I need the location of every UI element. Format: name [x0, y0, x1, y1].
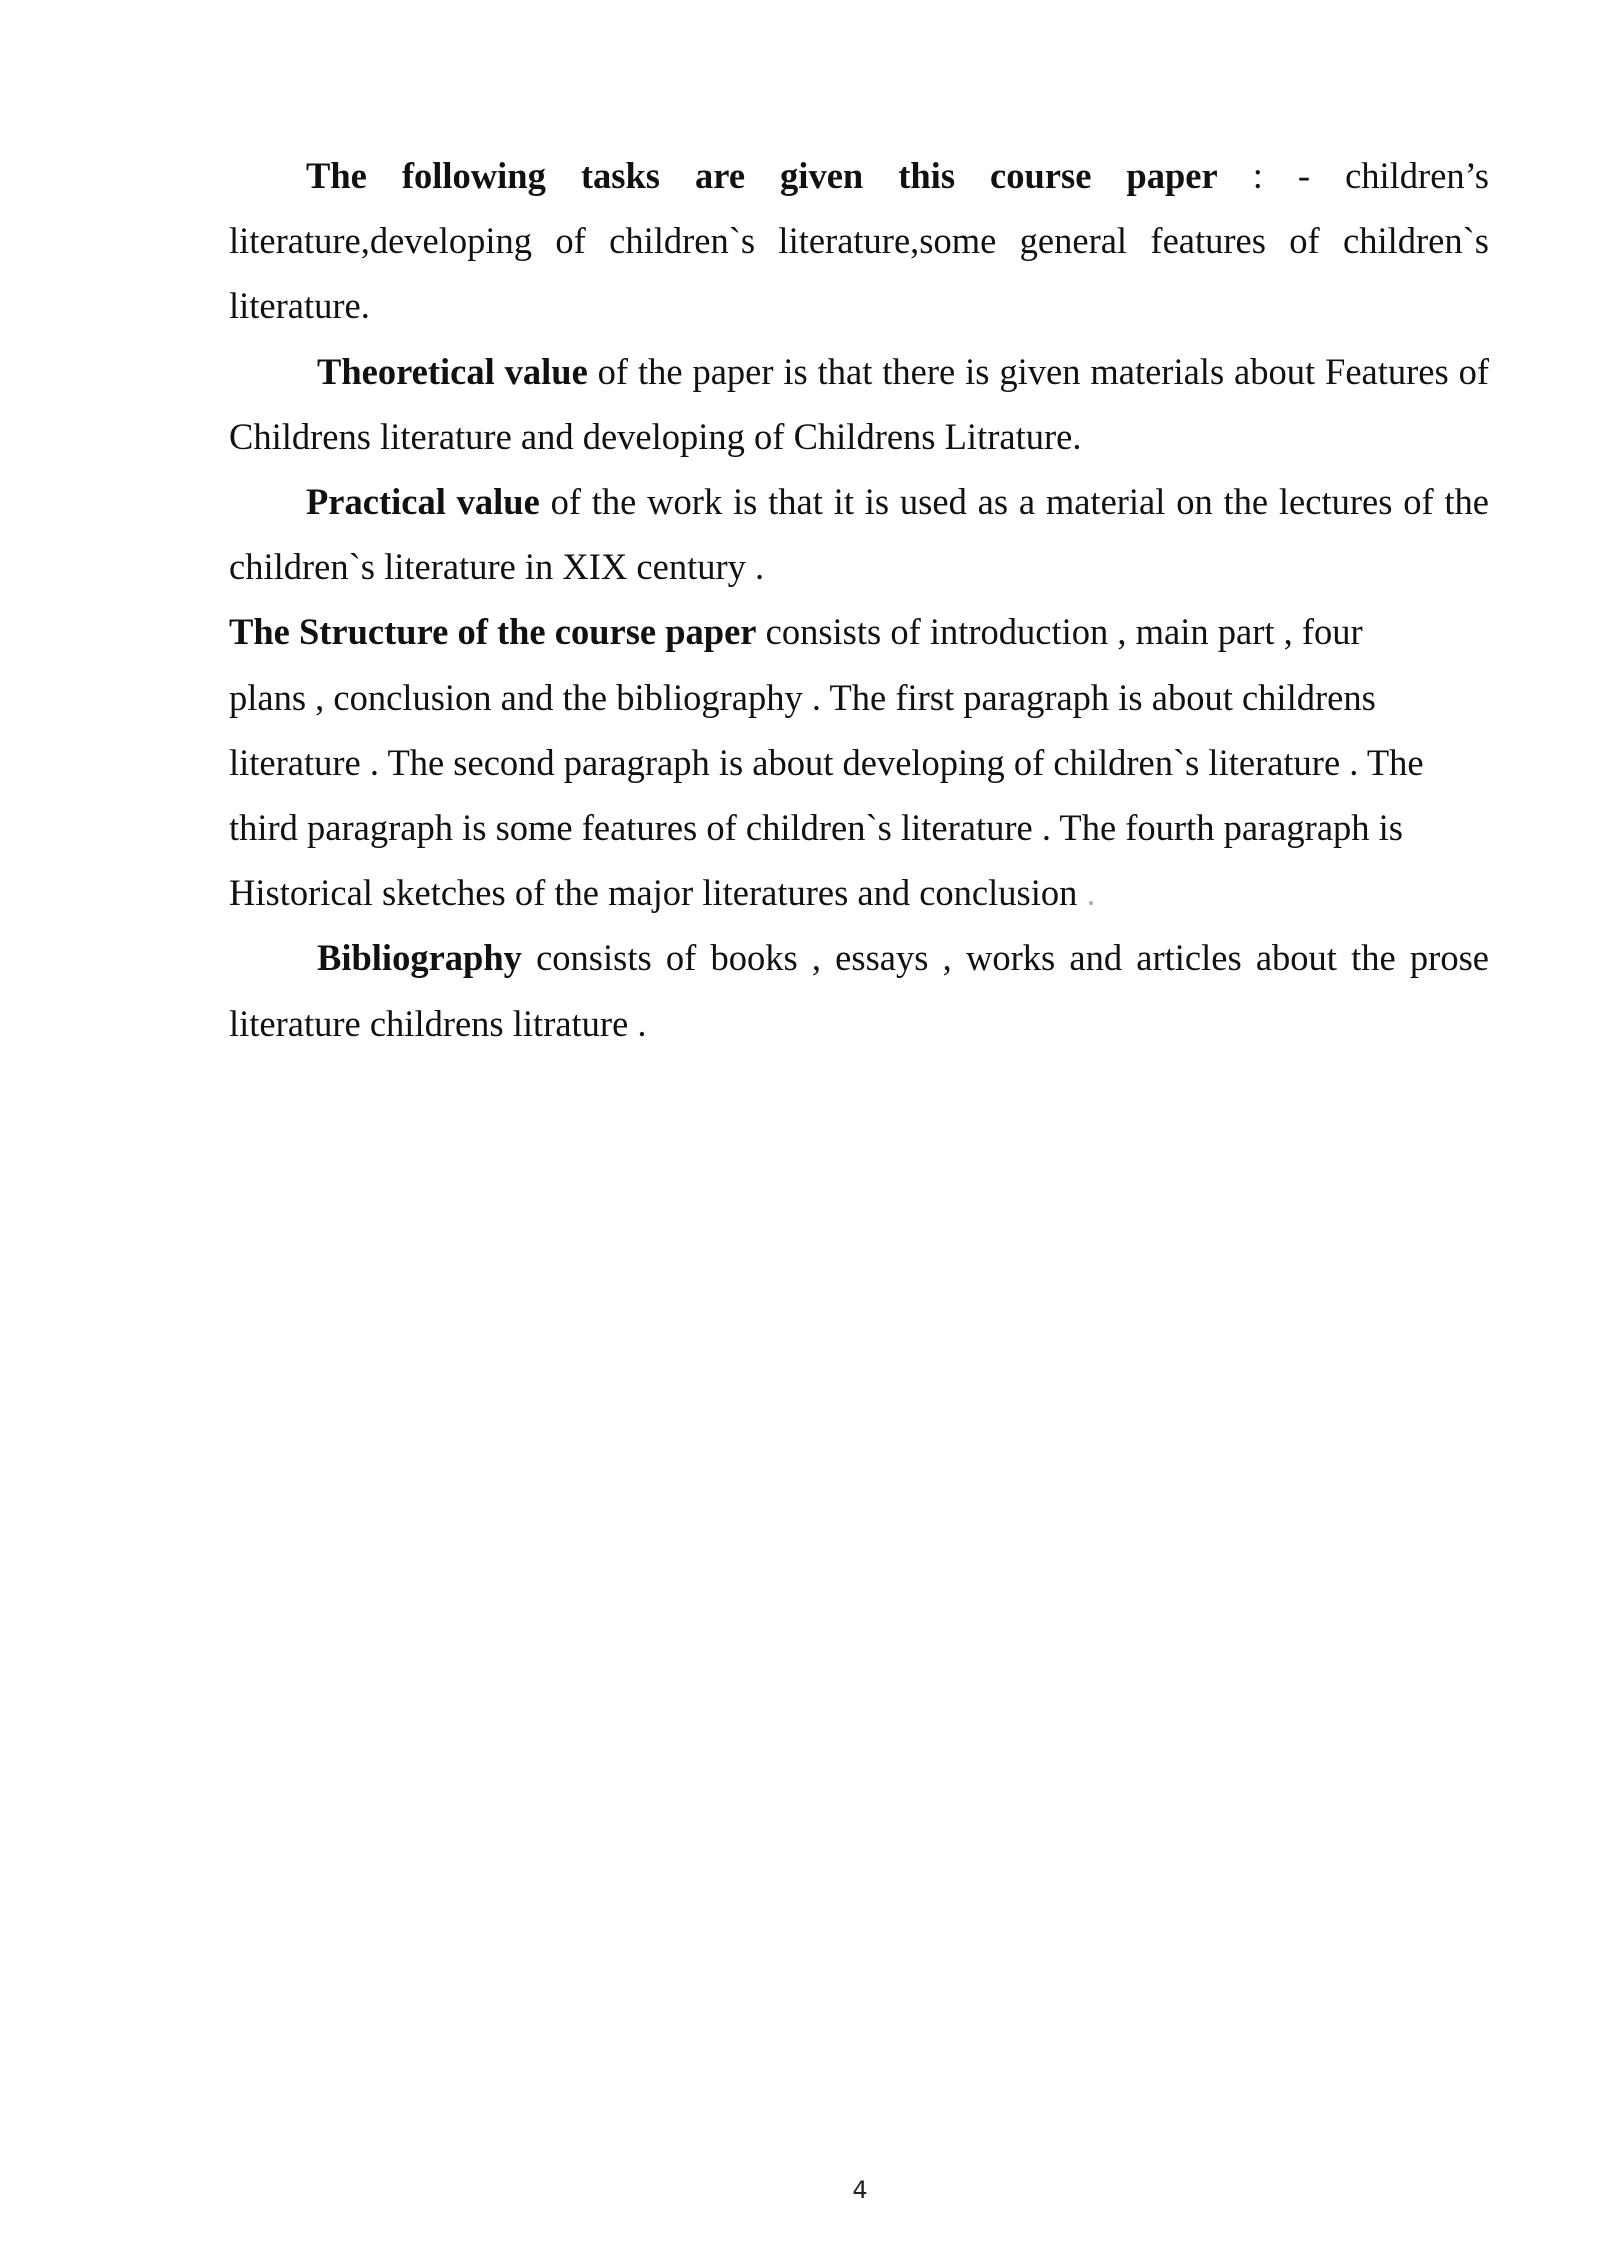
- tasks-separator: : -: [1217, 155, 1346, 196]
- structure-text-5: Historical sketches of the major literatures and conclusion: [229, 872, 1087, 914]
- tasks-paragraph: [229, 143, 1489, 339]
- practical-paragraph: [229, 469, 1489, 599]
- structure-text-1: consists of introduction , main part , four: [756, 611, 1363, 653]
- structure-final-period: .: [1086, 872, 1096, 914]
- structure-line-5: [229, 860, 1489, 925]
- bibliography-heading: Bibliography: [317, 937, 522, 979]
- structure-heading: The Structure of the course paper: [229, 611, 757, 653]
- body-text: [229, 143, 1489, 1056]
- structure-line-3: literature . The second paragraph is about developing of children`s literature . The: [229, 741, 1424, 783]
- structure-line-1: [229, 599, 1489, 664]
- tasks-heading: The following tasks are given this course paper: [306, 155, 1218, 196]
- structure-paragraph: [229, 599, 1489, 925]
- practical-heading: Practical value: [306, 481, 540, 523]
- theoretical-heading: Theoretical value: [317, 350, 588, 392]
- bibliography-text: consists of books , essays , works and articles about the prose literature childrens litrature .: [229, 937, 1489, 1044]
- theoretical-text: of the paper is that there is given materials about Features of Childrens literature and developing of Childrens Litrature.: [229, 350, 1489, 457]
- theoretical-paragraph: [229, 339, 1489, 469]
- tasks-text: children’s literature,developing of children`s literature,some general features of children`s literature.: [229, 155, 1490, 327]
- bibliography-paragraph: [229, 925, 1489, 1055]
- practical-text: of the work is that it is used as a material on the lectures of the children`s literature in XIX century .: [229, 481, 1489, 588]
- structure-line-4: third paragraph is some features of children`s literature . The fourth paragraph is: [229, 807, 1403, 849]
- structure-line-2: plans , conclusion and the bibliography . The first paragraph is about childrens: [229, 676, 1376, 718]
- page-number: 4: [852, 2176, 868, 2204]
